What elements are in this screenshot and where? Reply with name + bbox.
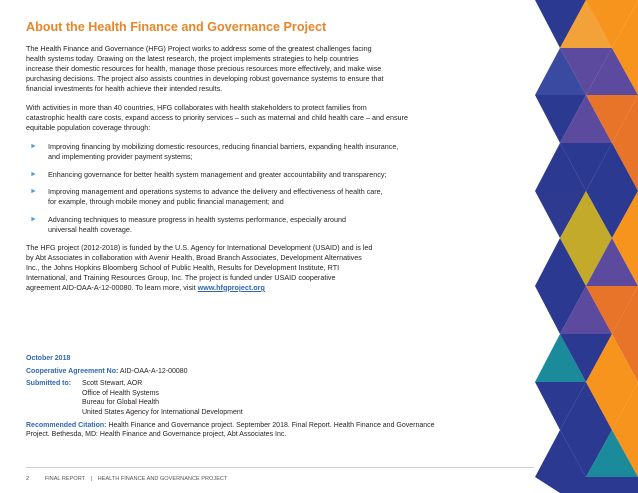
page-number: 2 (26, 476, 30, 482)
cooperative-agreement: Cooperative Agreement No: AID-OAA-A-12-00080 (26, 367, 188, 375)
list-item: ► Improving management and operations systems to advance the delivery and effectiveness of health care, for example, through mobile money and public financial management; and (30, 187, 383, 207)
bullet-arrow-icon: ► (30, 142, 37, 150)
bullet-arrow-icon: ► (30, 215, 37, 223)
page-footer (26, 476, 227, 482)
report-metadata (26, 354, 496, 443)
footer-project-label: HEALTH FINANCE AND GOVERNANCE PROJECT (97, 476, 228, 482)
footer-divider (26, 467, 534, 468)
footer-report-label: FINAL REPORT (44, 476, 85, 482)
list-item: ► Improving financing by mobilizing domestic resources, reducing financial barriers, expanding health insurance, and implementing provider payment systems; (30, 141, 399, 162)
bullet-list (26, 142, 496, 235)
footer-separator: | (90, 476, 93, 482)
funding-paragraph: The HFG project (2012-2018) is funded by the U.S. Agency for International Development (USAID) and is led by Abt Associates in collaboration with Avenir Health, Broad Branch Associates, Development Alternatives Inc., the Johns Hopkins Bloomberg School of Public Health, Results for Development Institute, RTI International, and Training Resources Group, Inc. The project is funded under USAID cooperative agreement AID-OAA-A-12-00080. To learn more, visit www.hfgproject.org (26, 242, 373, 292)
list-item: ► Enhancing governance for better health system management and greater accountability and transparency; (30, 169, 387, 179)
activities-paragraph: With activities in more than 40 countries, HFG collaborates with health stakeholders to protect families from catastrophic health care costs, expand access to priority services – such as maternal and child health care – and ensure equitable population coverage through: (26, 103, 408, 133)
submitted-to: Submitted to: Scott Stewart, AOR Office of Health Systems Bureau for Global Health United States Agency for International Development (26, 380, 243, 416)
bullet-arrow-icon: ► (30, 170, 37, 178)
page-title: About the Health Finance and Governance Project (26, 20, 327, 34)
intro-paragraph: The Health Finance and Governance (HFG) Project works to address some of the greatest challenges facing health systems today. Drawing on the latest research, the project implements strategies to help countries increase their domestic resources for health, manage those precious resources more effectively, and make wise purchasing decisions. The project also assists countries in developing robust governance systems to ensure that financial investments for health achieve their intended results. (26, 44, 384, 94)
website-link[interactable]: www.hfgproject.org (197, 282, 265, 292)
body-content (26, 44, 496, 302)
bullet-arrow-icon: ► (30, 188, 37, 196)
report-date: October 2018 (26, 355, 71, 362)
recommended-citation: Recommended Citation: Health Finance and Governance project. September 2018. Final Report. Health Finance and Governance Project. Bethesda, MD: Health Finance and Governance project, Abt Associates Inc. (26, 421, 435, 439)
deco-triangle (560, 477, 638, 493)
list-item: ► Advancing techniques to measure progress in health systems performance, especially around universal health coverage. (30, 214, 347, 234)
